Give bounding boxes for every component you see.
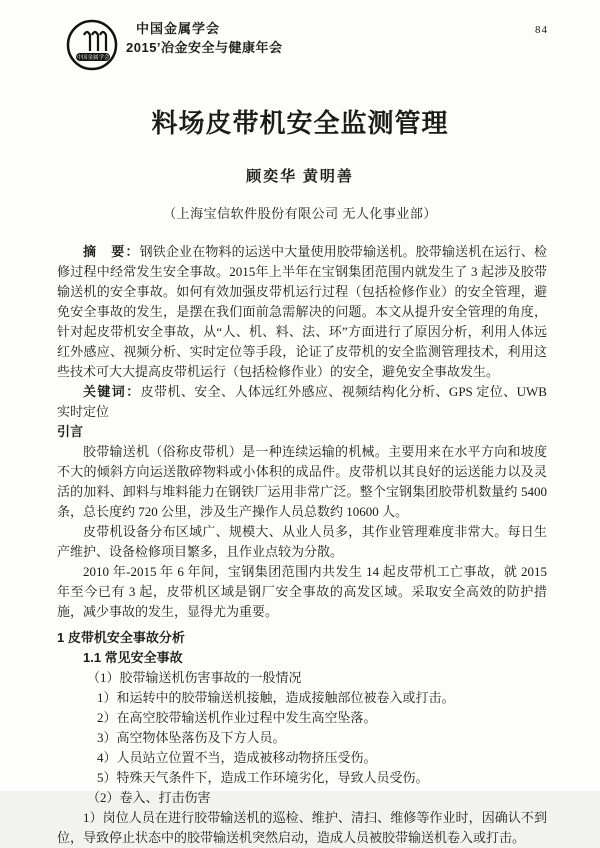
list-item: （2）卷入、打击伤害: [87, 790, 211, 805]
authors: 顾奕华 黄明善: [246, 169, 354, 185]
keywords: [57, 382, 547, 422]
conference-name: 2015’冶金安全与健康年会: [126, 40, 283, 55]
section-heading-1-1: 1.1 常见安全事故: [83, 650, 183, 665]
section-heading-1: 1 皮带机安全事故分析: [57, 630, 185, 645]
list-item: 4）人员站立位置不当，造成被移动物挤压受伤。: [97, 750, 377, 765]
paragraph: 胶带输送机（俗称皮带机）是一种连续运输的机械。主要用来在水平方向和坡度不大的倾斜方向运送散碎物料或小体积的成品件。皮带机以其良好的运送能力以及灵活的加料、卸料与堆料能力在钢铁厂运用非常广泛。整个宝钢集团胶带机数量约 5400 条，总长度约 720 公里，涉及生产操作人员总数约 10600 人。: [57, 444, 547, 519]
list-item: 1）和运转中的胶带输送机接触，造成接触部位被卷入或打击。: [97, 690, 455, 705]
abstract: [57, 242, 547, 382]
paragraph: 1）岗位人员在进行胶带输送机的巡检、维护、清扫、维修等作业时，因确认不到位，导致停止状态中的胶带输送机突然启动，造成人员被胶带输送机卷入或打击。: [57, 810, 547, 845]
abstract-label: 摘 要：: [83, 244, 140, 259]
paragraph: 皮带机设备分布区域广、规模大、从业人员多，其作业管理难度非常大。每日生产维护、设备检修项目繁多，且作业点较为分散。: [57, 524, 547, 559]
list-item: 2）在高空胶带输送机作业过程中发生高空坠落。: [97, 710, 377, 725]
society-logo-icon: [62, 17, 120, 74]
page-number: 84: [535, 24, 548, 36]
paper-body: [57, 242, 547, 848]
society-name: 中国金属学会: [136, 21, 221, 36]
abstract-text: 钢铁企业在物料的运送中大量使用胶带输送机。胶带输送机在运行、检修过程中经常发生安全事故。2015年上半年在宝钢集团范围内就发生了 3 起涉及胶带输送机的安全事故。如何有效加强皮带机运行过程（包括检修作业）的安全管理，避免安全事故的发生，是摆在我们面前急需解决的问题。本文从提升安全管理的角度，针对起皮带机安全事故，从“人、机、料、法、环”方面进行了原因分析，利用人体远红外感应、视频分析、实时定位等手段，论证了皮带机的安全监测管理技术，利用这些技术可大大提高皮带机运行（包括检修作业）的安全，避免安全事故发生。: [57, 244, 547, 379]
paragraph: 2010 年-2015 年 6 年间，宝钢集团范围内共发生 14 起皮带机工亡事故，就 2015 年至今已有 3 起，皮带机区域是钢厂安全事故的高发区域。采取安全高效的防护措施，减少事故的发生，显得尤为重要。: [57, 564, 547, 619]
section-heading-intro: 引言: [57, 424, 84, 439]
list-item: 5）特殊天气条件下，造成工作环境劣化，导致人员受伤。: [97, 770, 429, 785]
keywords-text: 皮带机、安全、人体远红外感应、视频结构化分析、GPS 定位、UWB 实时定位: [57, 384, 547, 419]
list-item: 3）高空物体坠落伤及下方人员。: [97, 730, 286, 745]
affiliation: （上海宝信软件股份有限公司 无人化事业部）: [163, 206, 437, 221]
list-item: （1）胶带输送机伤害事故的一般情况: [87, 670, 302, 685]
header-text: [126, 19, 426, 57]
page-header: [0, 0, 600, 80]
svg-text:中国金属学会: 中国金属学会: [76, 55, 110, 61]
paper-title: 料场皮带机安全监测管理: [151, 108, 449, 138]
keywords-label: 关键词：: [83, 384, 141, 399]
